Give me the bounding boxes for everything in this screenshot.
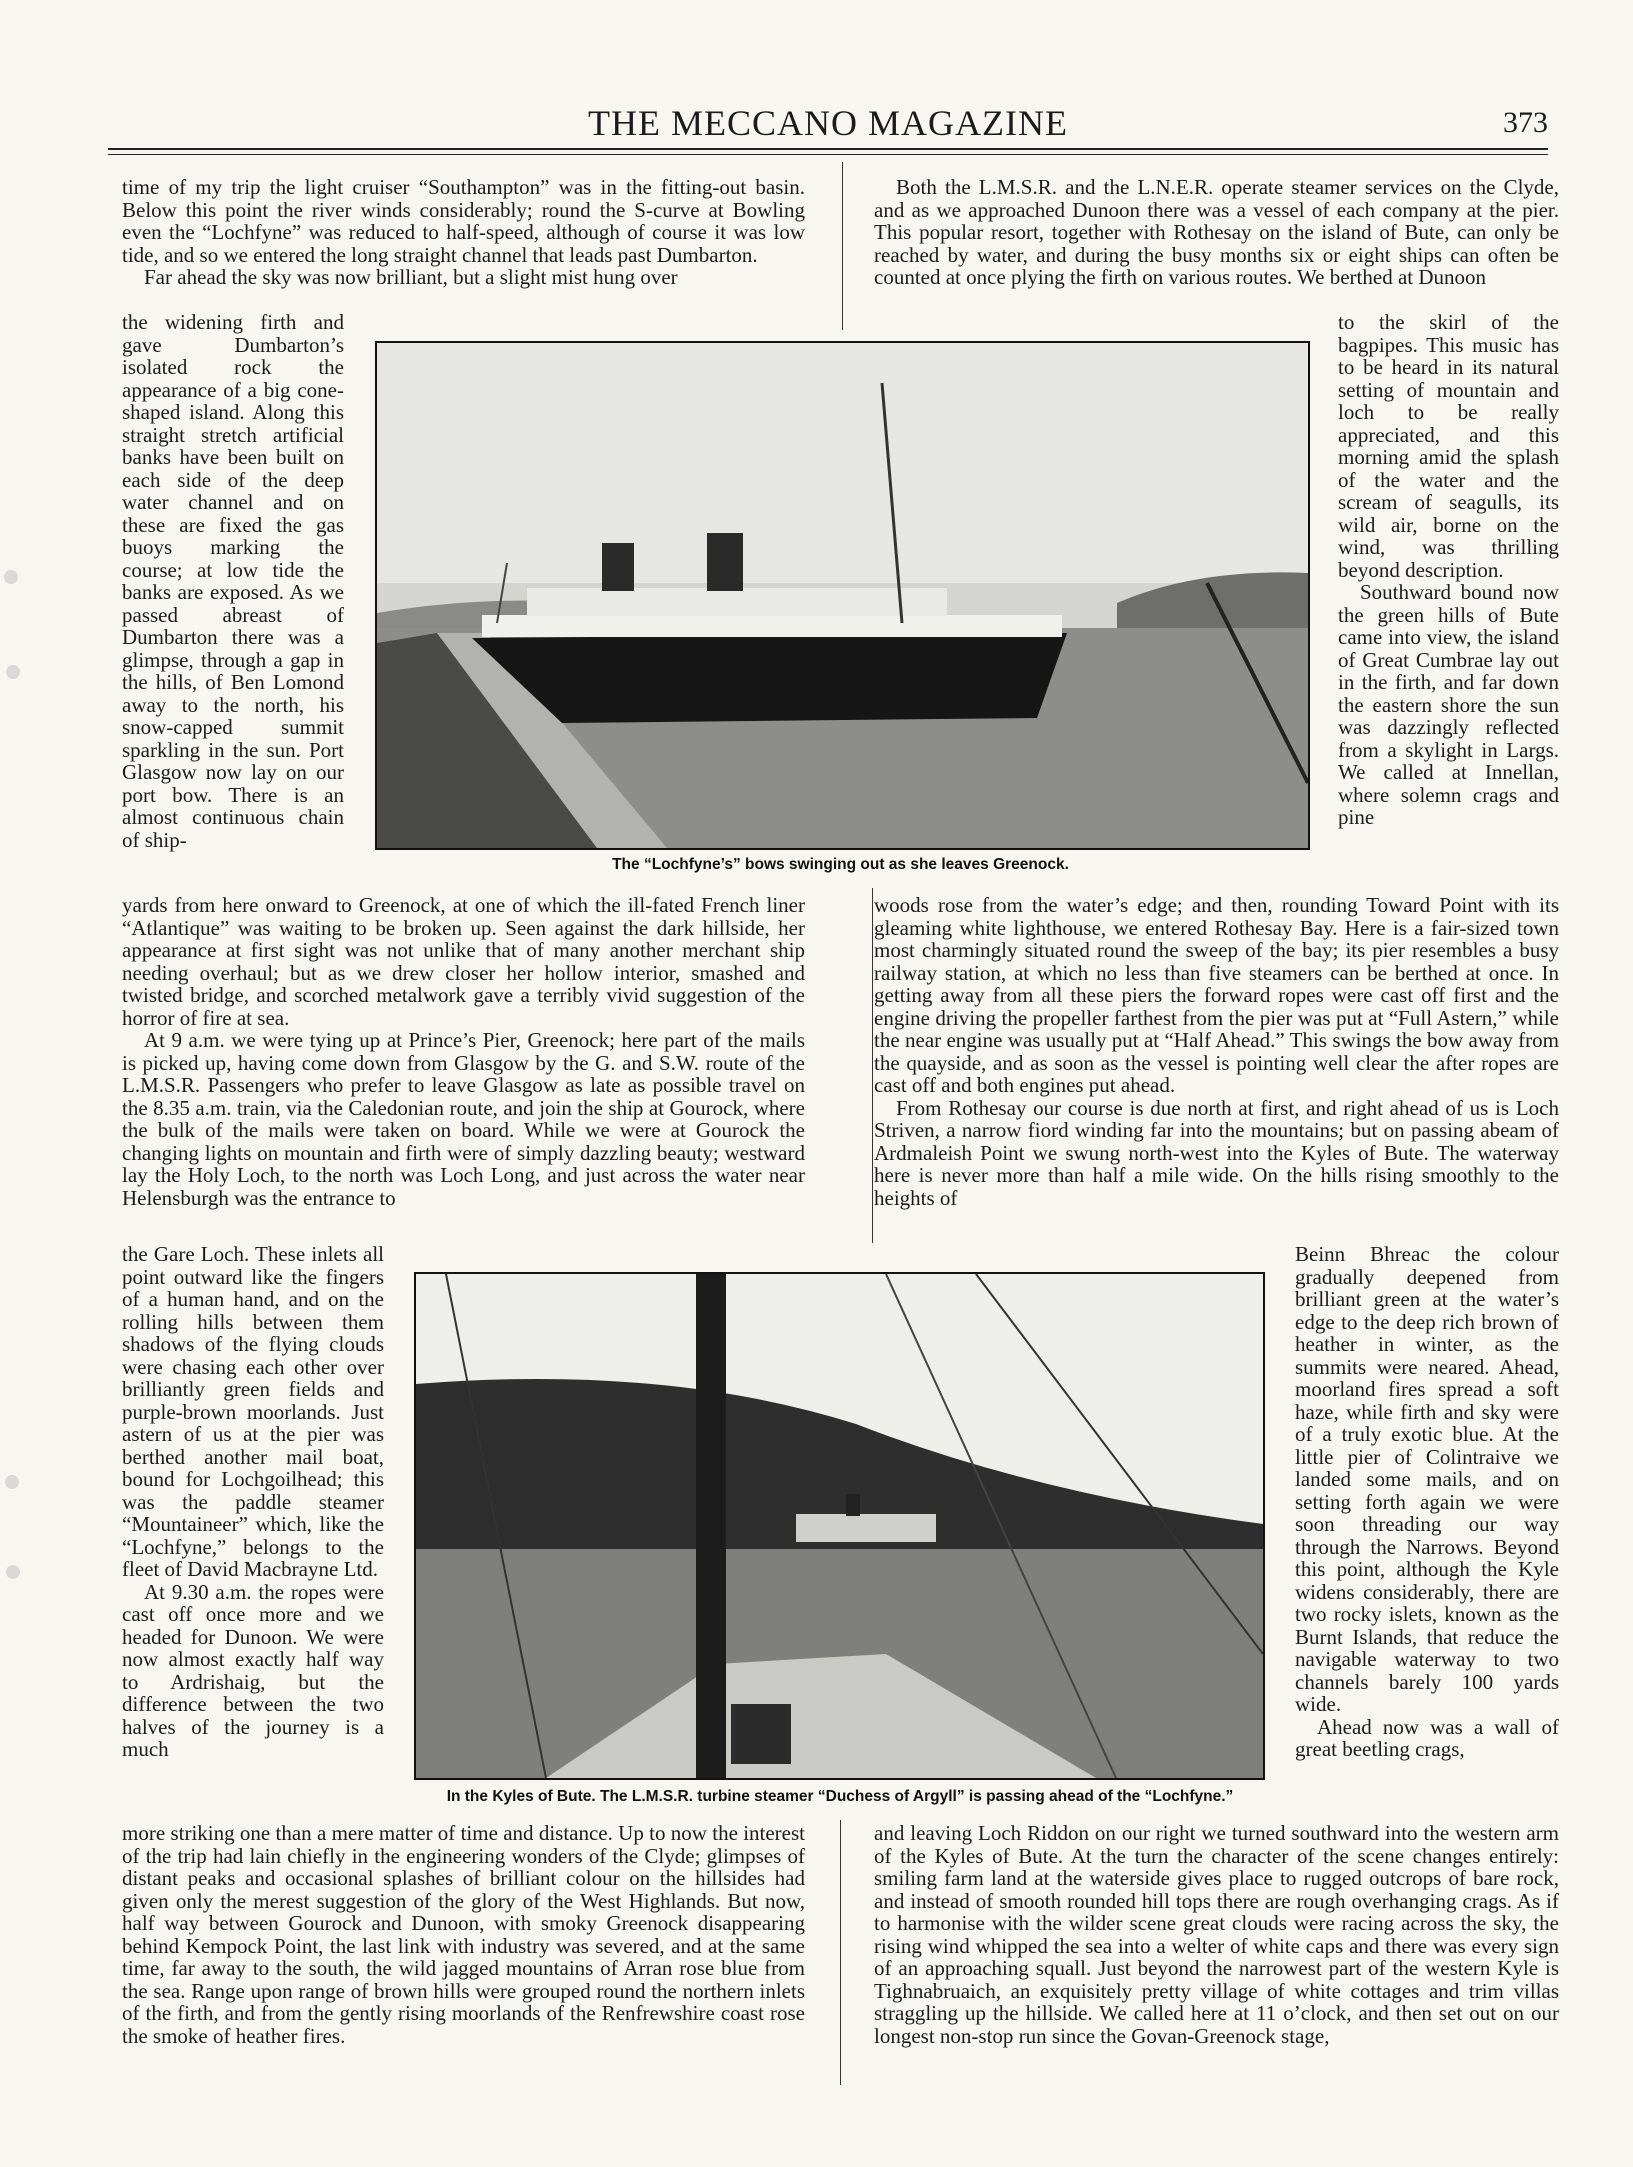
photo-kyles-of-bute (414, 1272, 1265, 1780)
header-rule-thin (108, 154, 1548, 155)
left-column-beside-photo-1 (122, 311, 344, 851)
paragraph: time of my trip the light cruiser “Southampton” was in the fitting-out basin. Below this point the river winds considerably; round the S-curve at Bowling even the “Lochfyne” was reduced to half-speed, although of course it was low tide, and so we entered the long straight channel that leads past Dumbarton. (122, 175, 805, 267)
paragraph: At 9.30 a.m. the ropes were cast off once more and we headed for Dunoon. We were now almost exactly half way to Ardrishaig, but the difference between the two halves of the journey is a much (122, 1579, 384, 1761)
paragraph: the widening firth and gave Dumbarton’s isolated rock the appearance of a big cone-shaped island. Along this straight stretch artificial banks have been built on each side of the deep water channel and on these are fixed the gas buoys marking the course; at low tide the banks are exposed. As we passed abreast of Dumbarton there was a glimpse, through a gap in the hills, of Ben Lomond away to the north, his snow-capped summit sparkling in the sun. Port Glasgow now lay on our port bow. There is an almost continuous chain of ship- (122, 310, 344, 852)
paragraph: Ahead now was a wall of great beetling crags, (1295, 1714, 1559, 1761)
photo-lochfyne-leaving-greenock (375, 341, 1310, 850)
steamer-photo-image (377, 343, 1308, 848)
right-column-bottom-text (874, 1822, 1559, 2047)
right-column-middle-text (874, 894, 1559, 1209)
paragraph: From Rothesay our course is due north at first, and right ahead of us is Loch Striven, a narrow fiord winding far into the mountains; but on passing abeam of Ardmaleish Point we swung north-west into the Kyles of Bute. The waterway here is never more than half a mile wide. On the hills rising smoothly to the heights of (874, 1095, 1559, 1210)
page-header (108, 102, 1548, 152)
binding-hole (4, 570, 18, 584)
column-divider (842, 162, 843, 330)
left-column-top-text (122, 176, 805, 289)
right-column-top-text (874, 176, 1559, 289)
left-column-bottom-text (122, 1822, 805, 2047)
paragraph: yards from here onward to Greenock, at one of which the ill-fated French liner “Atlantique” was waiting to be broken up. Seen against the dark hillside, her appearance at first sight was not unlike that of many another merchant ship needing overhaul; but as we drew closer her hollow interior, smashed and twisted bridge, and scorched metalwork gave a terribly vivid suggestion of the horror of fire at sea. (122, 893, 805, 1030)
binding-hole (5, 1475, 19, 1489)
column-divider (840, 1820, 841, 2085)
paragraph: more striking one than a mere matter of time and distance. Up to now the interest of the trip had lain chiefly in the engineering wonders of the Clyde; glimpses of distant peaks and occasional splashes of brilliant colour on the hillsides had given only the merest suggestion of the glory of the West Highlands. But now, half way between Gourock and Dunoon, with smoky Greenock disappearing behind Kempock Point, the last link with industry was severed, and at the same time, far away to the south, the wild jagged mountains of Arran rose blue from the sea. Range upon range of brown hills were grouped round the northern inlets of the firth, and from the gently rising moorlands of the Renfrewshire coast rose the smoke of heather fires. (122, 1821, 805, 2048)
paragraph: Both the L.M.S.R. and the L.N.E.R. operate steamer services on the Clyde, and as we approached Dunoon there was a vessel of each company at the pier. This popular resort, together with Rothesay on the island of Bute, can only be reached by water, and during the busy months six or eight ships can often be counted at once plying the firth on various routes. We berthed at Dunoon (874, 175, 1559, 289)
photo-caption: The “Lochfyne’s” bows swinging out as she leaves Greenock. (612, 856, 1069, 873)
page-number: 373 (1503, 106, 1548, 139)
magazine-title: THE MECCANO MAGAZINE (588, 103, 1068, 143)
left-column-middle-text (122, 894, 805, 1209)
binding-hole (6, 665, 20, 679)
paragraph: Far ahead the sky was now brilliant, but a slight mist hung over (144, 265, 678, 289)
photo-caption: In the Kyles of Bute. The L.M.S.R. turbine steamer “Duchess of Argyll” is passing ahead of the “Lochfyne.” (446, 1788, 1234, 1805)
kyles-photo-image (416, 1274, 1263, 1778)
paragraph: to the skirl of the bagpipes. This music has to be heard in its natural setting of mountain and loch to be really appreciated, and this morning amid the splash of the water and the scream of seagulls, its wild air, borne on the wind, was thrilling beyond description. (1338, 310, 1559, 582)
left-column-beside-photo-2 (122, 1243, 384, 1761)
right-column-beside-photo-1 (1338, 311, 1559, 829)
paragraph: At 9 a.m. we were tying up at Prince’s Pier, Greenock; here part of the mails is picked up, having come down from Glasgow by the G. and S.W. route of the L.M.S.R. Passengers who prefer to leave Glasgow as late as possible travel on the 8.35 a.m. train, via the Caledonian route, and join the ship at Gourock, where the bulk of the mails were taken on board. While we were at Gourock the changing lights on mountain and firth were of simply dazzling beauty; westward lay the Holy Loch, to the north was Loch Long, and just across the water near Helensburgh was the entrance to (122, 1028, 805, 1210)
paragraph: the Gare Loch. These inlets all point outward like the fingers of a human hand, and on the rolling hills between them shadows of the flying clouds were chasing each other over brilliantly green fields and purple-brown moorlands. Just astern of us at the pier was berthed another mail boat, bound for Lochgoilhead; this was the paddle steamer “Mountaineer” which, like the “Lochfyne,” belongs to the fleet of David Macbrayne Ltd. (122, 1242, 384, 1581)
binding-hole (6, 1565, 20, 1579)
header-rule (108, 148, 1548, 150)
paragraph: Southward bound now the green hills of Bute came into view, the island of Great Cumbrae lay out in the firth, and far down the eastern shore the sun was dazzingly reflected from a skylight in Largs. We called at Innellan, where solemn crags and pine (1338, 580, 1559, 829)
paragraph: woods rose from the water’s edge; and then, rounding Toward Point with its gleaming white lighthouse, we entered Rothesay Bay. Here is a fair-sized town most charmingly situated round the sweep of the bay; its pier resembles a busy railway station, at which no less than five steamers can be berthed at once. In getting away from all these piers the forward ropes were cast off first and the engine driving the propeller farthest from the pier was put at “Full Astern,” while the near engine was usually put at “Half Ahead.” This swings the bow away from the quayside, and as soon as the vessel is pointing well clear the after ropes are cast off and both engines put ahead. (874, 893, 1559, 1097)
right-column-beside-photo-2 (1295, 1243, 1559, 1761)
paragraph: Beinn Bhreac the colour gradually deepened from brilliant green at the water’s edge to the deep rich brown of heather in winter, as the summits were neared. Ahead, moorland fires spread a soft haze, while firth and sky were of a truly exotic blue. At the little pier of Colintraive we landed some mails, and on setting forth again we were soon threading our way through the Narrows. Beyond this point, although the Kyle widens considerably, there are two rocky islets, known as the Burnt Islands, that reduce the navigable waterway to two channels barely 100 yards wide. (1295, 1242, 1559, 1716)
paragraph: and leaving Loch Riddon on our right we turned southward into the western arm of the Kyles of Bute. At the turn the character of the scene changes entirely: smiling farm land at the waterside gives place to rugged outcrops of bare rock, and instead of smooth rounded hill tops there are rough overhanging crags. As if to harmonise with the wilder scene great clouds were racing across the sky, the rising wind whipped the sea into a welter of white caps and there was every sign of an approaching squall. Just beyond the narrowest part of the western Kyle is Tighnabruaich, an exquisitely pretty village of white cottages and trim villas straggling up the hillside. We called here at 11 o’clock, and then set out on our longest non-stop run since the Govan-Greenock stage, (874, 1821, 1559, 2048)
column-divider (872, 888, 873, 1243)
